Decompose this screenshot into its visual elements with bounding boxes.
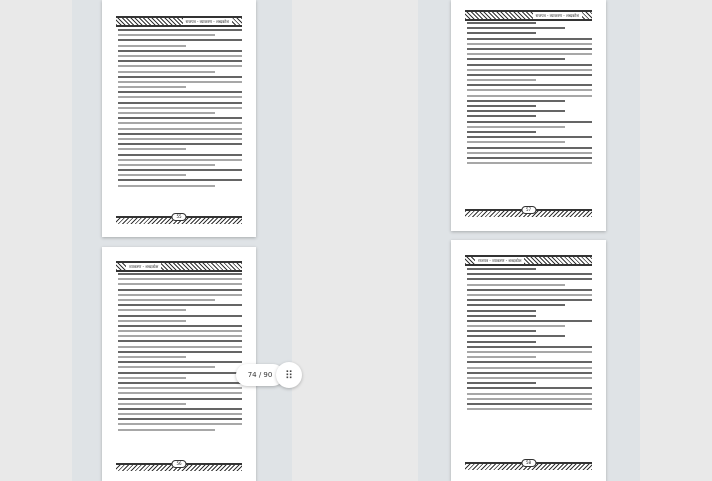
page-number: 57 — [521, 206, 536, 214]
page-text-block — [118, 273, 242, 434]
page-header — [116, 16, 242, 27]
page-text-block — [467, 268, 592, 413]
page-header-label: राजपत्र - व्याकरण - शब्दकोश — [533, 12, 582, 19]
document-page-bottom-right[interactable] — [451, 240, 606, 481]
page-header — [465, 255, 592, 266]
page-footer — [116, 216, 242, 224]
drag-handle-button[interactable] — [276, 362, 302, 388]
page-number: 58 — [521, 459, 536, 467]
page-header-label: राजपत्र - व्याकरण - शब्दकोश — [183, 18, 232, 25]
document-page-top-right[interactable] — [451, 0, 606, 231]
page-text-block — [118, 29, 242, 190]
page-footer — [116, 463, 242, 471]
page-header-label: राजपत्र - व्याकरण - शब्दकोश — [475, 257, 524, 264]
page-header — [116, 261, 242, 272]
page-header-label: व्याकरण - शब्दकोश — [126, 263, 161, 270]
page-footer — [465, 462, 592, 470]
page-number: 55 — [171, 213, 186, 221]
page-number: 56 — [171, 460, 186, 468]
page-header — [465, 10, 592, 21]
page-text-block — [467, 22, 592, 167]
page-counter: 74 / 90 — [236, 364, 284, 386]
document-page-top-left[interactable] — [102, 0, 256, 237]
page-footer — [465, 209, 592, 217]
document-page-bottom-left[interactable] — [102, 247, 256, 481]
drag-handle-icon: ⠿ — [284, 368, 294, 382]
